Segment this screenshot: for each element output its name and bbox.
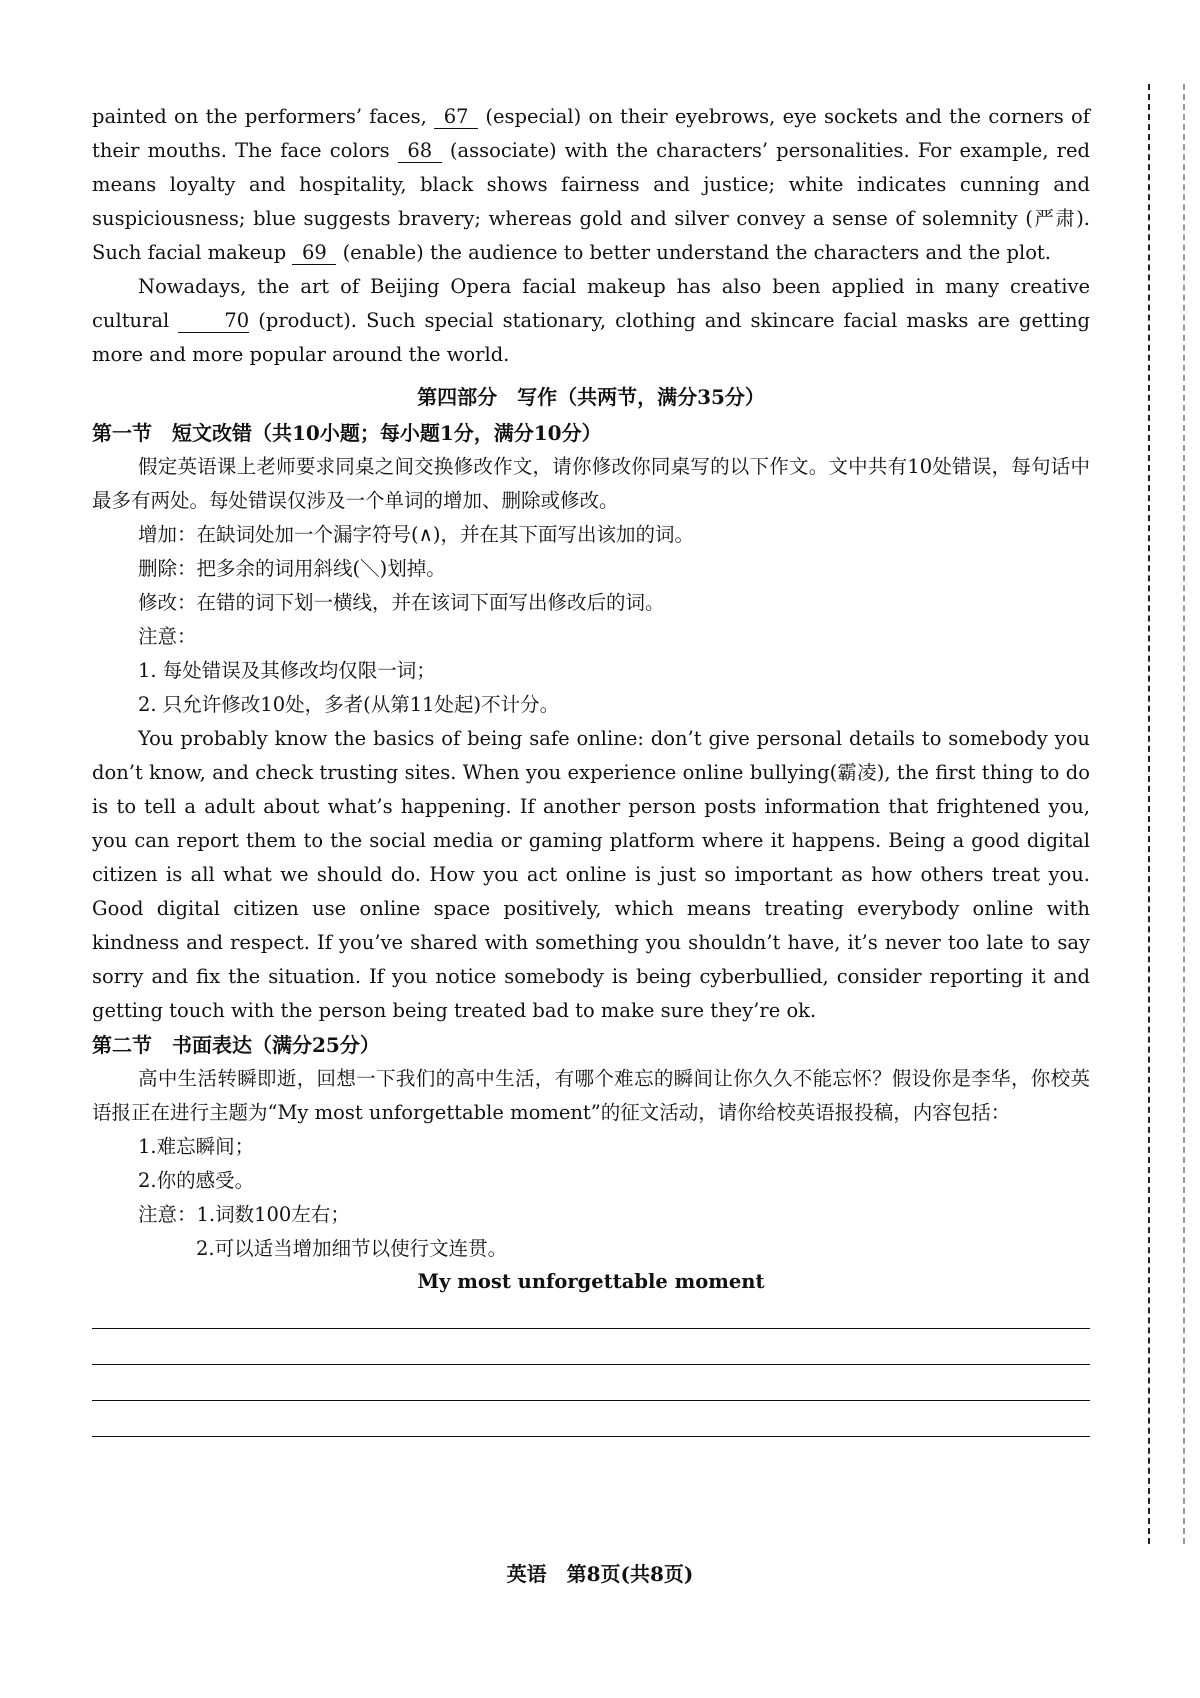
note-1: 1. 每处错误及其修改均仅限一词；: [138, 659, 436, 682]
section1-instructions: 假定英语课上老师要求同桌之间交换修改作文，请你修改你同桌写的以下作文。文中共有10处错误，每句话中最多有两处。每处错误仅涉及一个单词的增加、删除或修改。: [92, 455, 1090, 512]
blank-69[interactable]: 69: [292, 242, 336, 265]
section2-title: 第二节 书面表达（满分25分）: [92, 1033, 380, 1057]
rule-delete: 删除：把多余的词用斜线(＼)划掉。: [138, 557, 446, 580]
requirement-2: 2.可以适当增加细节以使行文连贯。: [196, 1237, 508, 1260]
rule-modify: 修改：在错的词下划一横线，并在该词下面写出修改后的词。: [138, 591, 665, 614]
passage-paragraph-2: Nowadays, the art of Beijing Opera facial makeup has also been applied in many creative cultural 70 (product). Such special stationary, clothing and skincare facial masks are getting more and more popular around the world.: [92, 275, 1090, 366]
page-footer: 英语 第8页(共8页): [506, 1562, 694, 1586]
rule-add: 增加：在缺词处加一个漏字符号(∧)，并在其下面写出该加的词。: [138, 523, 694, 546]
content-item-1: 1.难忘瞬间；: [138, 1135, 255, 1158]
essay-title: My most unforgettable moment: [417, 1270, 765, 1293]
section2-instructions: 高中生活转瞬即逝，回想一下我们的高中生活，有哪个难忘的瞬间让你久久不能忘怀？假设你是李华，你校英语报正在进行主题为“My most unforgettable moment”的征文活动，请你给校英语报投稿，内容包括：: [92, 1067, 1090, 1124]
writing-line[interactable]: [92, 1436, 1090, 1437]
binding-cut-line: [1148, 84, 1150, 1544]
note-2: 2. 只允许修改10处，多者(从第11处起)不计分。: [138, 693, 560, 716]
requirement-1: 注意：1.词数100左右；: [138, 1203, 350, 1226]
part4-title: 第四部分 写作（共两节，满分35分）: [417, 385, 765, 409]
blank-70[interactable]: 70: [178, 310, 249, 333]
page-edge-line: [1183, 84, 1185, 1544]
passage-paragraph-1: painted on the performers’ faces, 67 (especial) on their eyebrows, eye sockets and the corners of their mouths. The face colors 68 (associate) with the characters’ personalities. For example, red means loyalty and hospitality, black shows fairness and justice; white indicates cunning and suspiciousness; blue suggests bravery; whereas gold and silver convey a sense of solemnity (严肃). Such facial makeup 69 (enable) the audience to better understand the characters and the plot.: [92, 105, 1090, 264]
content-item-2: 2.你的感受。: [138, 1169, 255, 1192]
writing-line[interactable]: [92, 1364, 1090, 1365]
writing-line[interactable]: [92, 1328, 1090, 1329]
writing-line[interactable]: [92, 1400, 1090, 1401]
page-content: [92, 100, 1090, 1440]
section1-title: 第一节 短文改错（共10小题；每小题1分，满分10分）: [92, 421, 602, 445]
note-label: 注意：: [138, 625, 197, 648]
blank-68[interactable]: 68: [398, 140, 442, 163]
writing-lines[interactable]: [92, 1308, 1090, 1440]
blank-67[interactable]: 67: [434, 106, 478, 129]
error-correction-essay[interactable]: You probably know the basics of being safe online: don’t give personal details to somebody you don’t know, and check trusting sites. When you experience online bullying(霸凌), the first thing to do is to tell a adult about what’s happening. If another person posts information that frightened you, you can report them to the social media or gaming platform where it happens. Being a good digital citizen is all what we should do. How you act online is just so important as how others treat you. Good digital citizen use online space positively, which means treating everybody online with kindness and respect. If you’ve shared with something you shouldn’t have, it’s never too late to say sorry and fix the situation. If you notice somebody is being cyberbullied, consider reporting it and getting touch with the person being treated bad to make sure they’re ok.: [92, 727, 1090, 1022]
